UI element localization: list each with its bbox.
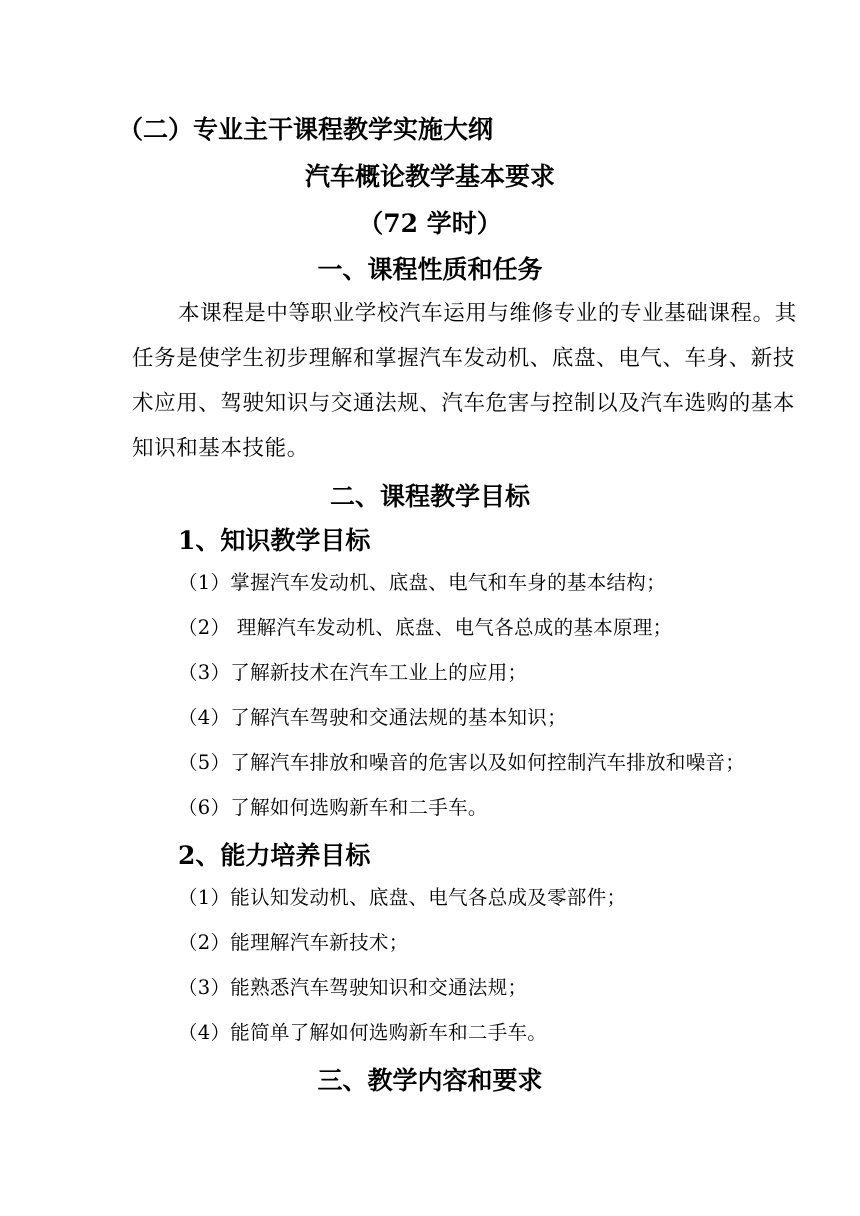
course-hours: （72 学时）	[358, 209, 502, 238]
list-item: （3）能熟悉汽车驾驶知识和交通法规；	[178, 976, 528, 999]
heading-content-requirements: 三、教学内容和要求	[317, 1066, 543, 1095]
list-item: （2） 理解汽车发动机、底盘、电气各总成的基本原理；	[178, 616, 673, 639]
list-item: （3）了解新技术在汽车工业上的应用；	[178, 661, 528, 684]
list-item: （6）了解如何选购新车和二手车。	[178, 796, 488, 819]
paragraph-line: 术应用、驾驶知识与交通法规、汽车危害与控制以及汽车选购的基本	[132, 391, 796, 416]
list-item: （5）了解汽车排放和噪音的危害以及如何控制汽车排放和噪音；	[178, 751, 746, 774]
heading-knowledge-goals: 1、知识教学目标	[178, 526, 371, 555]
list-item: （4）了解汽车驾驶和交通法规的基本知识；	[178, 706, 567, 729]
course-title: 汽车概论教学基本要求	[304, 162, 555, 191]
paragraph-line: 本课程是中等职业学校汽车运用与维修专业的专业基础课程。其	[178, 301, 797, 326]
heading-ability-goals: 2、能力培养目标	[178, 841, 371, 870]
paragraph-line: 任务是使学生初步理解和掌握汽车发动机、底盘、电气、车身、新技	[132, 346, 796, 371]
heading-course-nature: 一、课程性质和任务	[317, 255, 543, 284]
list-item: （2）能理解汽车新技术；	[178, 931, 409, 954]
section-title: （二）专业主干课程教学实施大纲	[118, 115, 494, 144]
list-item: （1）能认知发动机、底盘、电气各总成及零部件；	[178, 886, 627, 909]
list-item: （1）掌握汽车发动机、底盘、电气和车身的基本结构；	[178, 571, 666, 594]
heading-teaching-goals: 二、课程教学目标	[329, 482, 530, 511]
list-item: （4）能简单了解如何选购新车和二手车。	[178, 1021, 548, 1044]
paragraph-line: 知识和基本技能。	[132, 436, 309, 461]
